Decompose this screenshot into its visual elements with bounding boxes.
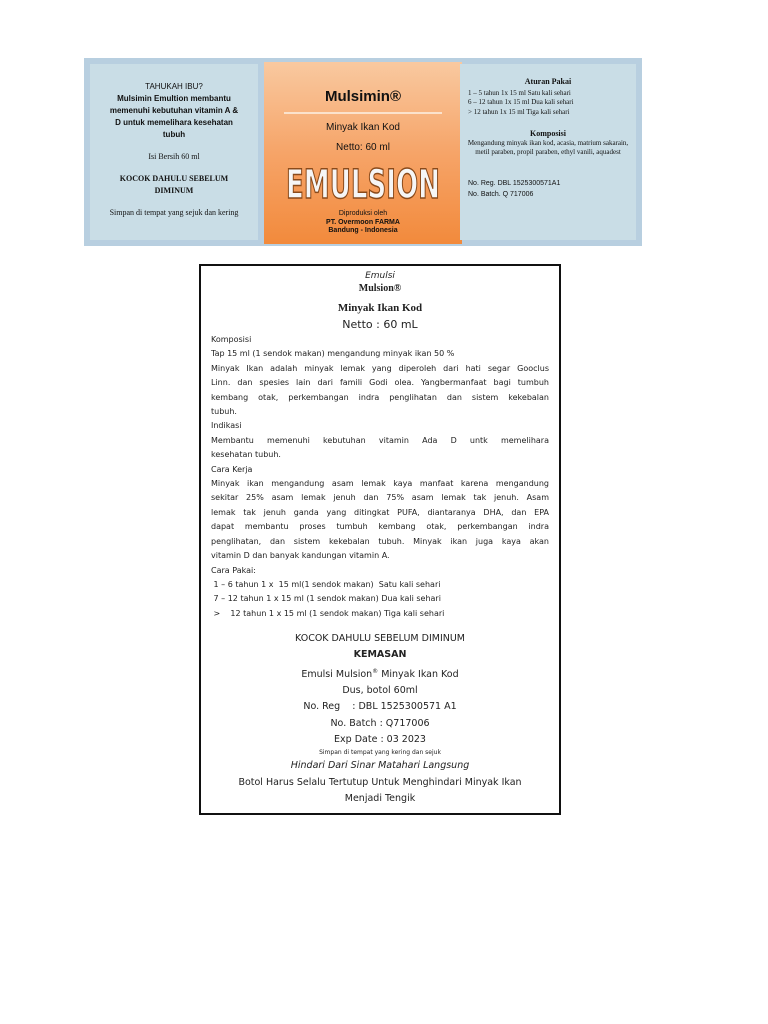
label-storage-note: Simpan di tempat yang sejuk dan kering (109, 208, 239, 217)
komposisi-text: Mengandung minyak ikan kod, acasia, matrium sakarain, metil paraben, propil paraben, ethyl vanili, aquadest (467, 138, 629, 156)
cara-kerja-line: vitamin D dan banyak kandungan vitamin A. (211, 551, 390, 561)
doc-hindari: Hindari Dari Sinar Matahari Langsung (290, 760, 470, 772)
label-left-panel (90, 64, 258, 240)
kemasan-dus: Dus, botol 60ml (342, 685, 418, 697)
company-city: Bandung - Indonesia (328, 227, 398, 234)
brand-name: Mulsimin® (324, 88, 402, 105)
kocok-notice: KOCOK DAHULU SEBELUM DIMINUM (295, 633, 465, 645)
cara-pakai-item: 7 – 12 tahun 1 x 15 ml (1 sendok makan) Dua kali sehari (211, 594, 441, 604)
kemasan-product (201, 664, 559, 683)
reg-number: No. Reg. DBL 1525300571A1 (468, 179, 561, 187)
producer-block (264, 210, 462, 236)
aturan-item: > 12 tahun 1x 15 ml Tiga kali sehari (468, 107, 570, 116)
product-document (199, 264, 561, 815)
label-question: TAHUKAH IBU? (145, 82, 203, 91)
produced-by: Diproduksi oleh (338, 210, 388, 217)
aturan-title: Aturan Pakai (524, 77, 572, 86)
brand-divider (284, 112, 442, 114)
doc-reg: No. Reg : DBL 1525300571 A1 (303, 701, 457, 713)
doc-simpan: Simpan di tempat yang kering dan sejuk (319, 749, 441, 757)
doc-brand: Mulsion® (358, 283, 402, 294)
label-kocok-line: KOCOK DAHULU SEBELUM (119, 174, 229, 183)
doc-batch: No. Batch : Q717006 (330, 717, 430, 729)
minyak-line: Linn. dan spesies lain dari famili Godi olea. Yangbermanfaat bagi tumbuh (211, 378, 549, 388)
doc-product-name: Minyak Ikan Kod (337, 302, 423, 314)
label-message-line: D untuk memelihara kesehatan (115, 118, 233, 127)
kemasan-emulsi: Emulsi Mulsion (301, 668, 373, 680)
aturan-item: 1 – 5 tahun 1x 15 ml Satu kali sehari (468, 88, 571, 97)
label-brand-panel (264, 62, 462, 244)
cara-kerja-line: penglihatan, dan sistem kekebalan tubuh. Minyak ikan juga kaya akan (211, 536, 549, 546)
komposisi-line: Tap 15 ml (1 sendok makan) mengandung minyak ikan 50 % (211, 349, 455, 359)
registration-block (460, 178, 636, 200)
label-message (90, 93, 258, 141)
doc-botol-line: Menjadi Tengik (344, 792, 416, 804)
cara-pakai-item: > 12 tahun 1 x 15 ml (1 sendok makan) Tiga kali sehari (211, 608, 445, 618)
doc-body (201, 333, 559, 621)
cara-kerja-line: dapat membantu proses tumbuh kembang otak, perkembangan indra (211, 522, 549, 532)
minyak-line: Minyak Ikan adalah minyak lemak yang diperoleh dari hati segar Gooclus (211, 363, 549, 373)
label-message-line: Mulsimin Emultion membantu (117, 94, 231, 103)
doc-botol-line: Botol Harus Selalu Tertutup Untuk Menghindari Minyak Ikan (238, 776, 522, 788)
cara-pakai-heading: Cara Pakai: (211, 565, 256, 575)
doc-netto: Netto : 60 mL (342, 318, 418, 331)
cara-kerja-line: Minyak ikan mengandung asam lemak kaya manfaat karena mengandung (211, 479, 549, 489)
aturan-list (460, 89, 636, 118)
cara-kerja-heading: Cara Kerja (211, 464, 253, 474)
komposisi-heading: Komposisi (211, 335, 252, 344)
indikasi-line: Membantu memenuhi kebutuhan vitamin Ada D untk memelihara (211, 435, 549, 445)
indikasi-heading: Indikasi (211, 421, 242, 431)
minyak-line: kembang otak, perkembangan indra penglihatan dan sistem kekebalan (211, 392, 549, 402)
product-name: Minyak Ikan Kod (326, 122, 400, 133)
registered-mark: ® (372, 667, 379, 675)
doc-lower (201, 631, 559, 807)
label-isi-bersih: Isi Bersih 60 ml (148, 152, 200, 161)
label-right-panel (460, 64, 636, 240)
label-message-line: tubuh (162, 130, 186, 139)
label-kocok-line: DIMINUM (154, 186, 194, 195)
cara-pakai-list (211, 578, 549, 621)
emulsion-logo-text: EMULSION (286, 162, 440, 206)
cara-kerja-line: lemak tak jenuh ganda yang ditingkat PUFA, diantaranya DHA, dan EPA (211, 507, 549, 517)
indikasi-line: kesehatan tubuh. (211, 450, 281, 460)
cara-kerja-line: sekitar 25% asam lemak jenuh dan 75% asam lemak tak jenuh. Asam (211, 493, 549, 503)
emulsion-logo (283, 160, 443, 206)
company-name: PT. Overmoon FARMA (326, 218, 400, 226)
aturan-item: 6 – 12 tahun 1x 15 ml Dua kali sehari (468, 98, 574, 106)
minyak-line: tubuh. (211, 407, 237, 417)
label-message-line: memenuhi kebutuhan vitamin A & (109, 106, 239, 115)
kemasan-heading: KEMASAN (353, 649, 407, 661)
doc-exp: Exp Date : 03 2023 (334, 734, 426, 746)
kemasan-minyak: Minyak Ikan Kod (378, 668, 459, 680)
batch-number: No. Batch. Q 717006 (468, 190, 534, 198)
komposisi-title: Komposisi (529, 129, 566, 138)
product-netto: Netto: 60 ml (336, 142, 390, 153)
label-kocok (90, 173, 258, 197)
doc-emulsi: Emulsi (365, 271, 395, 281)
cara-pakai-item: 1 – 6 tahun 1 x 15 ml(1 sendok makan) Satu kali sehari (211, 579, 441, 589)
